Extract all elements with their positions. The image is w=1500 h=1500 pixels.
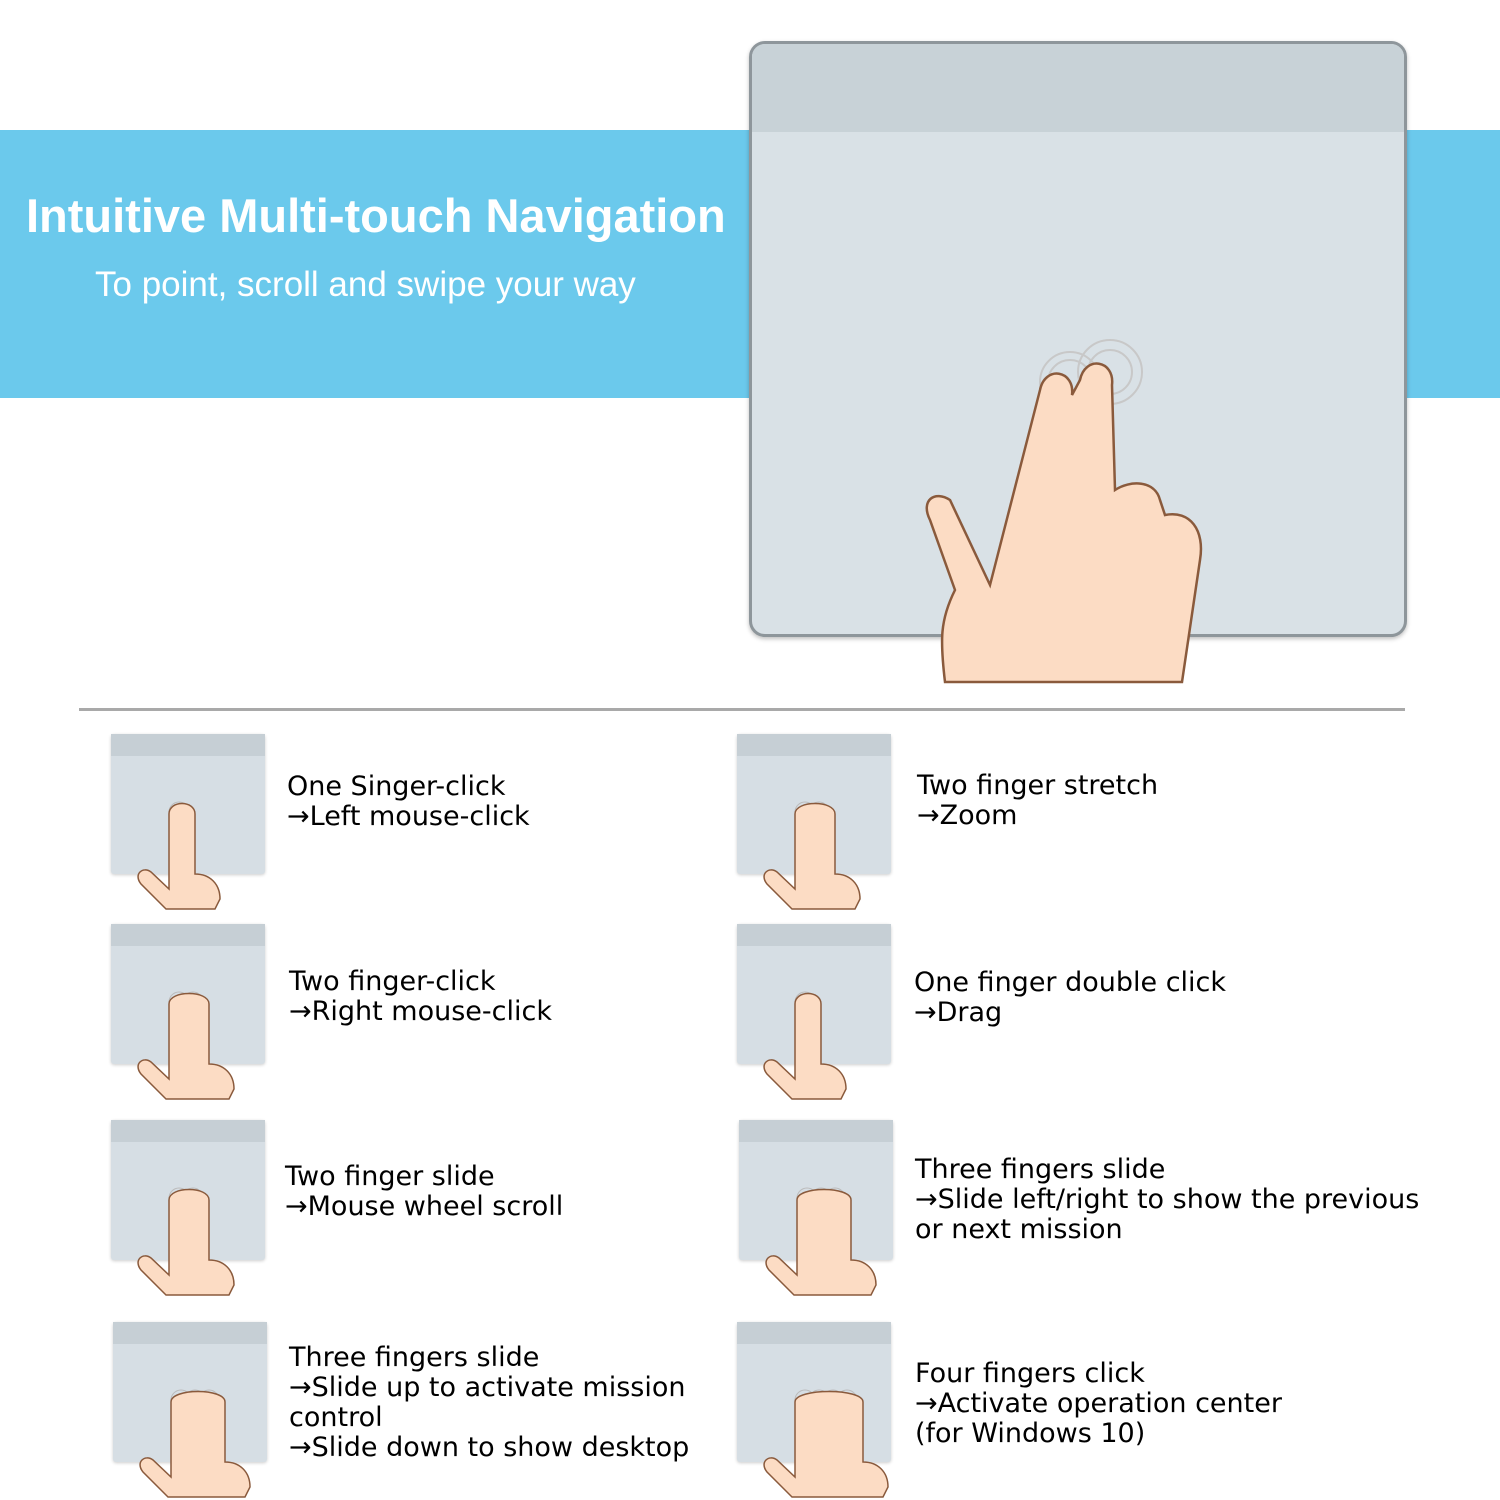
- gesture-card: [111, 924, 265, 1064]
- gesture-description: [917, 771, 1158, 831]
- gesture-line: →Activate operation center: [915, 1388, 1282, 1419]
- section-divider: [79, 708, 1405, 711]
- gesture-card: [737, 1322, 891, 1462]
- gesture-line: →Mouse wheel scroll: [285, 1191, 564, 1222]
- pinch-zoom-icon: [737, 734, 891, 909]
- gesture-line: →Zoom: [917, 800, 1018, 831]
- gesture-line: →Slide left/right to show the previous: [915, 1184, 1420, 1215]
- gesture-line: →Right mouse-click: [289, 996, 552, 1027]
- two-finger-scroll-icon: [111, 1120, 265, 1295]
- gesture-line: Three fingers slide: [289, 1342, 540, 1373]
- two-finger-tap-icon: [111, 924, 265, 1099]
- drag-icon: [737, 924, 891, 1099]
- gesture-card: [111, 1120, 265, 1260]
- gesture-line: Three fingers slide: [915, 1154, 1166, 1185]
- gesture-card: [111, 734, 265, 874]
- gesture-line: Two finger-click: [289, 966, 496, 997]
- gesture-description: [285, 1162, 563, 1222]
- gesture-description: [915, 1359, 1282, 1449]
- page-title: Intuitive Multi-touch Navigation: [26, 189, 726, 242]
- gesture-line: One finger double click: [914, 967, 1227, 998]
- gesture-line: →Drag: [914, 997, 1003, 1028]
- gesture-card: [739, 1120, 893, 1260]
- one-finger-tap-icon: [111, 734, 265, 909]
- gesture-line: →Slide down to show desktop: [289, 1432, 690, 1463]
- gesture-card: [737, 924, 891, 1064]
- gesture-card: [737, 734, 891, 874]
- gesture-card: [113, 1322, 267, 1462]
- three-finger-swipe-vertical-icon: [113, 1322, 267, 1497]
- two-finger-hand-icon: [900, 320, 1220, 685]
- gesture-description: [289, 967, 552, 1027]
- gesture-line: control: [289, 1402, 383, 1433]
- gesture-description: [914, 968, 1226, 1028]
- gesture-description: [915, 1155, 1419, 1245]
- gesture-line: Two finger slide: [285, 1161, 495, 1192]
- gesture-line: Four fingers click: [915, 1358, 1145, 1389]
- gesture-line: (for Windows 10): [915, 1418, 1146, 1449]
- gesture-line: One Singer-click: [287, 771, 506, 802]
- three-finger-swipe-horizontal-icon: [739, 1120, 893, 1295]
- page-subtitle: To point, scroll and swipe your way: [95, 265, 636, 304]
- gesture-line: →Left mouse-click: [287, 801, 530, 832]
- gesture-description: [289, 1343, 689, 1463]
- gesture-line: or next mission: [915, 1214, 1123, 1245]
- gesture-line: Two finger stretch: [917, 770, 1159, 801]
- gesture-description: [287, 772, 530, 832]
- four-finger-tap-icon: [737, 1322, 891, 1497]
- gesture-line: →Slide up to activate mission: [289, 1372, 686, 1403]
